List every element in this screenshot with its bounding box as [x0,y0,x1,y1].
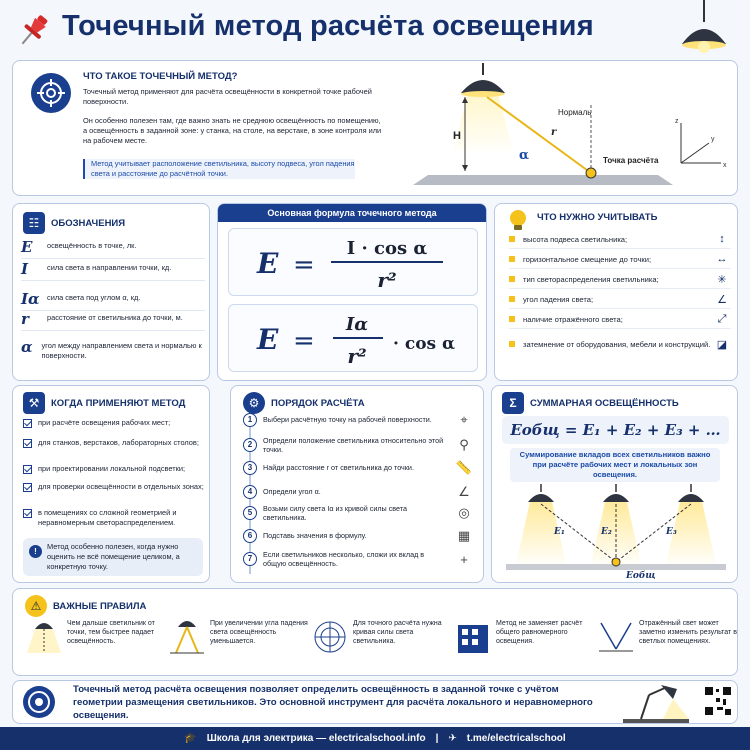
list-item [509,270,731,289]
step-item [243,436,479,455]
footer-separator: | [435,733,439,744]
list-item [509,250,731,269]
step-number: 3 [243,461,257,475]
section-heading: ЧТО ТАКОЕ ТОЧЕЧНЫЙ МЕТОД? [83,71,238,82]
what-note: Метод учитывает расположение светильника, высоту подвеса, угол падения света и расстояние до расчётной точки. [83,159,355,179]
list-item-text: наличие отражённого света; [523,314,623,324]
sum-heading: СУММАРНАЯ ОСВЕЩЁННОСТЬ [530,397,679,409]
calculator-icon: ▦ [457,528,471,543]
footer [0,727,750,750]
notation-row [21,260,205,281]
rule-text: При увеличении угла падения света освещённость уменьшается. [210,620,308,646]
order-section [230,385,484,583]
multi-lamp-diagram [506,484,726,579]
gear-icon: ⚙ [243,392,265,414]
building-icon [454,615,492,659]
notation-heading-wrap [23,212,125,234]
polar-curve-icon [311,615,349,659]
lamp-position-icon: ⚲ [459,437,469,453]
etotal-label: Eобщ [626,571,656,579]
rule-text: Отражённый свет может заметно изменить результат в светлых помещениях. [639,620,737,646]
diagram-alpha-label: α [519,148,530,163]
list-item [23,464,205,474]
notation-row [21,238,205,259]
step-item [243,460,479,476]
notation-text: освещённость в точке, лк. [47,241,137,250]
list-item-text: горизонтальное смещение до точки; [523,254,652,264]
notation-heading: ОБОЗНАЧЕНИЯ [51,217,126,229]
list-item [509,330,731,358]
e2-label: E₂ [601,527,612,537]
rule-text: Метод не заменяет расчёт общего равномерного освещения. [496,620,583,646]
step-text: Определи угол α. [263,487,321,497]
lamp-angle-icon [168,615,206,659]
sum-note: Суммирование вкладов всех светильников важно при расчёте рабочих мест и локальных зон освещения. [510,448,720,482]
height-arrow-icon: ↕ [719,233,725,245]
list-item [509,290,731,309]
step-item [243,550,479,569]
what-paragraph-1: Точечный метод применяют для расчёта освещённости в конкретной точке рабочей поверхности. [83,87,372,106]
checkbox-icon [23,509,32,518]
target-icon [31,73,71,113]
what-is-section [12,60,738,196]
notation-section [12,203,210,381]
step-text: Определи положение светильника относительно этой точки. [263,436,444,455]
order-heading: ПОРЯДОК РАСЧЁТА [271,397,365,409]
notation-text: угол между направлением света и нормалью к поверхности. [41,341,202,360]
list-item-text: угол падения света; [523,294,594,304]
list-item-text: затемнение от оборудования, мебели и конструкций. [523,339,711,349]
rules-section [12,588,738,676]
formula-tail: · cos α [393,334,456,354]
list-item [23,418,205,428]
e3-label: E₃ [666,527,677,537]
checkbox-icon [23,419,32,428]
target-icon [23,686,55,718]
diagram-r-label: r [551,127,557,138]
list-item-text: высота подвеса светильника; [523,234,628,244]
step-number: 7 [243,552,257,566]
step-number: 2 [243,438,257,452]
footer-site-link[interactable]: Школа для электрика — electricalschool.info [206,733,426,744]
rule-item [311,615,451,673]
info-icon: ! [29,545,42,558]
formula-lhs: E [257,247,279,280]
consider-section [494,203,738,381]
list-item-text: при расчёте освещения рабочих мест; [38,418,171,427]
when-heading: КОГДА ПРИМЕНЯЮТ МЕТОД [51,397,186,409]
list-item [509,230,731,249]
list-item-text: в помещениях со сложной геометрией и неравномерным светораспределением. [38,508,177,527]
checkbox-icon [23,439,32,448]
rule-item [25,615,165,673]
diagram-h-label: H [453,130,461,142]
step-text: Если светильников несколько, сложи их вклад в общую освещённость. [263,550,425,569]
desk-lamp-icon [619,681,695,725]
step-item [243,504,479,523]
step-text: Найди расстояние r от светильника до точки. [263,463,414,473]
reflection-icon [597,615,635,659]
angle-icon: ∠ [717,293,727,306]
formula-eq: = [293,250,315,280]
step-number: 6 [243,529,257,543]
notation-symbol: I [21,260,29,278]
pendant-lamp-icon [664,0,740,60]
step-item [243,484,479,500]
horizontal-arrow-icon: ↔ [716,253,728,265]
list-item-text: при проектировании локальной подсветки; [38,464,186,473]
intensity-curve-icon: ◎ [458,505,470,521]
reflection-icon: ⤢ [717,312,727,325]
formula-box-2 [228,304,478,372]
qr-code-icon [703,685,733,719]
notation-row [21,290,205,311]
step-item [243,412,479,428]
sum-heading-wrap [502,392,679,414]
formula-numerator: Iα [345,314,369,335]
step-text: Выбери расчётную точку на рабочей поверхности. [263,415,432,425]
order-heading-wrap [243,392,365,414]
list-item [23,508,205,528]
formula-lhs: E [257,323,279,356]
list-item-text: для проверки освещённости в отдельных зонах; [38,482,204,491]
angle-icon: ∠ [458,484,470,499]
summary-section [12,680,738,724]
formula-heading: Основная формула точечного метода [218,204,486,222]
rule-item [454,615,594,673]
formula-denominator: r² [347,344,367,368]
point-method-diagram [413,63,733,195]
sum-formula: Eобщ = E₁ + E₂ + E₃ + … [502,416,729,444]
step-number: 4 [243,485,257,499]
list-item [23,482,205,492]
formula-eq: = [293,326,315,356]
graduation-cap-icon: 🎓 [184,733,197,744]
pushpin-icon [14,10,54,50]
telegram-icon: ✈ [448,733,457,744]
list-item-text: для станков, верстаков, лабораторных столов; [38,438,199,447]
checkbox-icon [23,465,32,474]
notation-text: расстояние от светильника до точки, м. [47,313,183,322]
axis-y-label: y [711,136,715,143]
notation-row [21,310,205,331]
lamp-distance-icon [25,615,63,659]
when-note [23,538,203,576]
worker-icon: ⚒ [23,392,45,414]
step-text: Возьми силу света Iα из кривой силы света светильника. [263,504,408,523]
step-text: Подставь значения в формулу. [263,531,367,541]
footer-telegram-link[interactable]: t.me/electricalschool [466,733,566,744]
notation-symbol: E [21,238,33,256]
when-section [12,385,210,583]
notation-text: сила света под углом α, кд. [47,293,141,302]
checkbox-icon [23,483,32,492]
axis-x-label: x [723,162,727,169]
what-paragraph-2: Он особенно полезен там, где важно знать не среднюю освещённость по помещению, а освещённость в заданной зоне: у станка, на столе, на верстаке, в зоне контроля или на рабочем месте. [83,116,382,145]
shading-icon: ◪ [716,338,728,351]
notation-text: сила света в направлении точки, кд. [47,263,172,272]
axis-z-label: z [675,118,679,125]
rule-item [597,615,737,673]
formula-denominator: r² [377,268,397,292]
clipboard-icon: ☷ [23,212,45,234]
rule-text: Чем дальше светильник от точки, тем быстрее падает освещённость. [67,620,155,646]
list-item-text: тип светораспределения светильника; [523,274,659,284]
light-distribution-icon: ✳ [717,273,727,286]
sum-section [491,385,738,583]
when-heading-wrap [23,392,185,414]
step-item [243,528,479,544]
rules-heading: ВАЖНЫЕ ПРАВИЛА [53,600,147,612]
crosshair-icon: ⌖ [460,412,468,427]
lamps-sum-icon: + [460,551,468,567]
sigma-icon: Σ [502,392,524,414]
consider-heading: ЧТО НУЖНО УЧИТЫВАТЬ [537,212,658,223]
list-item [509,310,731,329]
diagram-point-label: Точка расчёта [603,156,659,165]
rules-heading-wrap [25,595,146,617]
list-item [23,438,205,448]
notation-symbol: Iα [21,290,40,308]
formula-numerator: I · cos α [346,238,428,259]
notation-row [21,338,205,362]
notation-symbol: α [21,338,33,356]
summary-text: Точечный метод расчёта освещения позволяет определить освещённость в заданной точке с учётом геометрии размещения светильников. Это основной инструмент для расчёта локального и неравномерного освещения. [73,684,593,721]
rule-item [168,615,308,673]
warning-icon: ⚠ [25,595,47,617]
rule-text: Для точного расчёта нужна кривая силы света светильника. [353,620,442,646]
when-note-text: Метод особенно полезен, когда нужно оценить не всё помещение целиком, а конкретную точку. [47,542,180,571]
notation-symbol: r [21,310,29,328]
step-number: 1 [243,413,257,427]
page-title: Точечный метод расчёта освещения [62,10,594,42]
ruler-icon: 📏 [455,460,473,475]
diagram-normal-label: Нормаль [558,108,592,117]
e1-label: E₁ [554,527,565,537]
formula-box-1 [228,228,478,296]
formula-section [217,203,487,381]
step-number: 5 [243,506,257,520]
